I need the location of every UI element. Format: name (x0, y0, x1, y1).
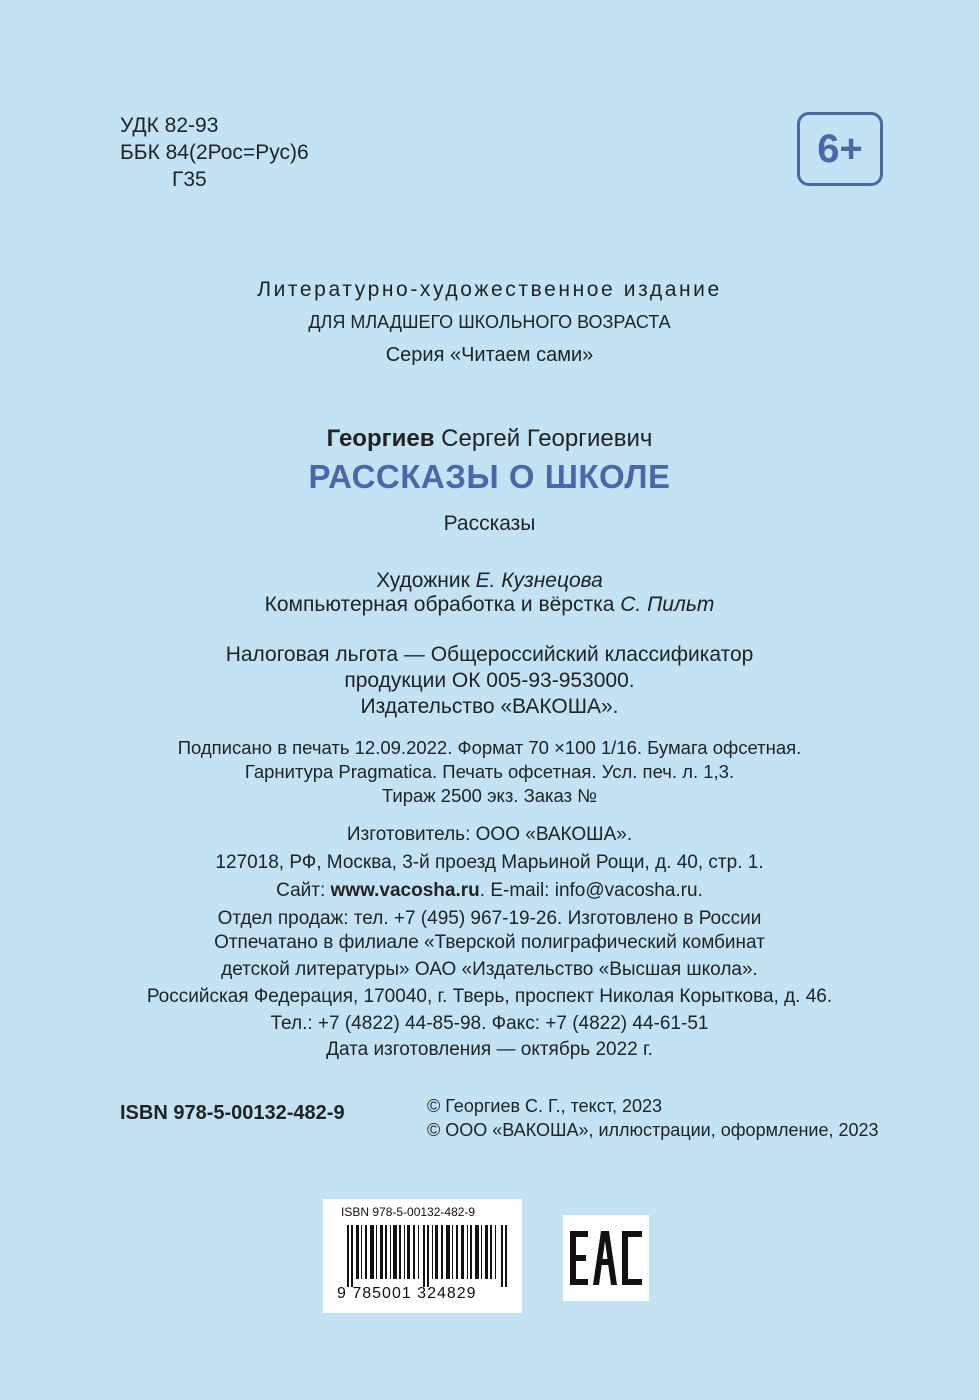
barcode (323, 1199, 522, 1313)
tax-line: Издательство «ВАКОША». (360, 695, 619, 718)
author-name: Сергей Георгиевич (434, 425, 653, 452)
copyright-line: © ООО «ВАКОША», иллюстрации, оформление, 2023 (427, 1120, 879, 1140)
maker-contacts (0, 877, 979, 905)
age-rating-badge: 6+ (797, 112, 883, 186)
artist-label: Художник (376, 569, 476, 592)
maker-line: Изготовитель: ООО «ВАКОША». (346, 824, 633, 845)
print-line: Гарнитура Pragmatica. Печать офсетная. Усл. печ. л. 1,3. (244, 761, 735, 782)
layout-name: С. Пильт (620, 593, 715, 616)
barcode-isbn: ISBN 978-5-00132-482-9 (341, 1205, 476, 1219)
tax-line: Налоговая льгота — Общероссийский классификатор (225, 643, 754, 666)
eac-mark-icon (563, 1215, 649, 1301)
isbn: ISBN 978-5-00132-482-9 (120, 1102, 345, 1124)
genre: Рассказы (443, 512, 536, 535)
tax-info (0, 642, 979, 720)
printer-line: детской литературы» ОАО «Издательство «Высшая школа». (221, 959, 758, 980)
udk-code: УДК 82-93 (120, 114, 219, 137)
maker-line: Отдел продаж: тел. +7 (495) 967-19-26. Изготовлено в России (217, 908, 762, 929)
printer-line: Тел.: +7 (4822) 44-85-98. Факс: +7 (4822) 44-61-51 (270, 1013, 709, 1034)
print-line: Подписано в печать 12.09.2022. Формат 70 ×100 1/16. Бумага офсетная. (177, 737, 802, 758)
printer-info (0, 929, 979, 1037)
copyright-line: © Георгиев С. Г., текст, 2023 (427, 1096, 663, 1116)
artist-name: Е. Кузнецова (475, 569, 603, 592)
udk-block (120, 112, 309, 193)
eac-logo (563, 1215, 649, 1301)
email-text: . E-mail: info@vacosha.ru. (479, 880, 703, 901)
age-group: ДЛЯ МЛАДШЕГО ШКОЛЬНОГО ВОЗРАСТА (308, 312, 671, 332)
tax-line: продукции ОК 005-93-953000. (344, 669, 635, 692)
maker-line: 127018, РФ, Москва, 3-й проезд Марьиной Рощи, д. 40, стр. 1. (215, 852, 764, 873)
printer-line: Российская Федерация, 170040, г. Тверь, проспект Николая Корыткова, д. 46. (146, 986, 833, 1007)
bbk-code: ББК 84(2Рос=Рус)6 (120, 141, 309, 164)
site-link[interactable]: www.vacosha.ru (330, 880, 480, 901)
print-line: Тираж 2500 экз. Заказ № (381, 785, 598, 806)
print-info (0, 736, 979, 808)
barcode-digits: 9 785001 324829 (337, 1285, 477, 1302)
edition-type: Литературно-художественное издание (257, 278, 722, 301)
credits (0, 569, 979, 617)
printer-line: Отпечатано в филиале «Тверской полиграфический комбинат (214, 932, 765, 953)
series-name: Серия «Читаем сами» (385, 344, 594, 366)
book-title: РАССКАЗЫ О ШКОЛЕ (308, 458, 671, 495)
layout-label: Компьютерная обработка и вёрстка (264, 593, 621, 616)
copyright (427, 1094, 879, 1142)
author-surname: Георгиев (326, 425, 435, 452)
production-date: Дата изготовления — октябрь 2022 г. (326, 1039, 653, 1060)
maker-info (0, 821, 979, 933)
site-label: Сайт: (276, 880, 331, 901)
barcode-bars-icon (347, 1225, 509, 1287)
author (0, 425, 979, 453)
author-mark: Г35 (172, 168, 207, 191)
